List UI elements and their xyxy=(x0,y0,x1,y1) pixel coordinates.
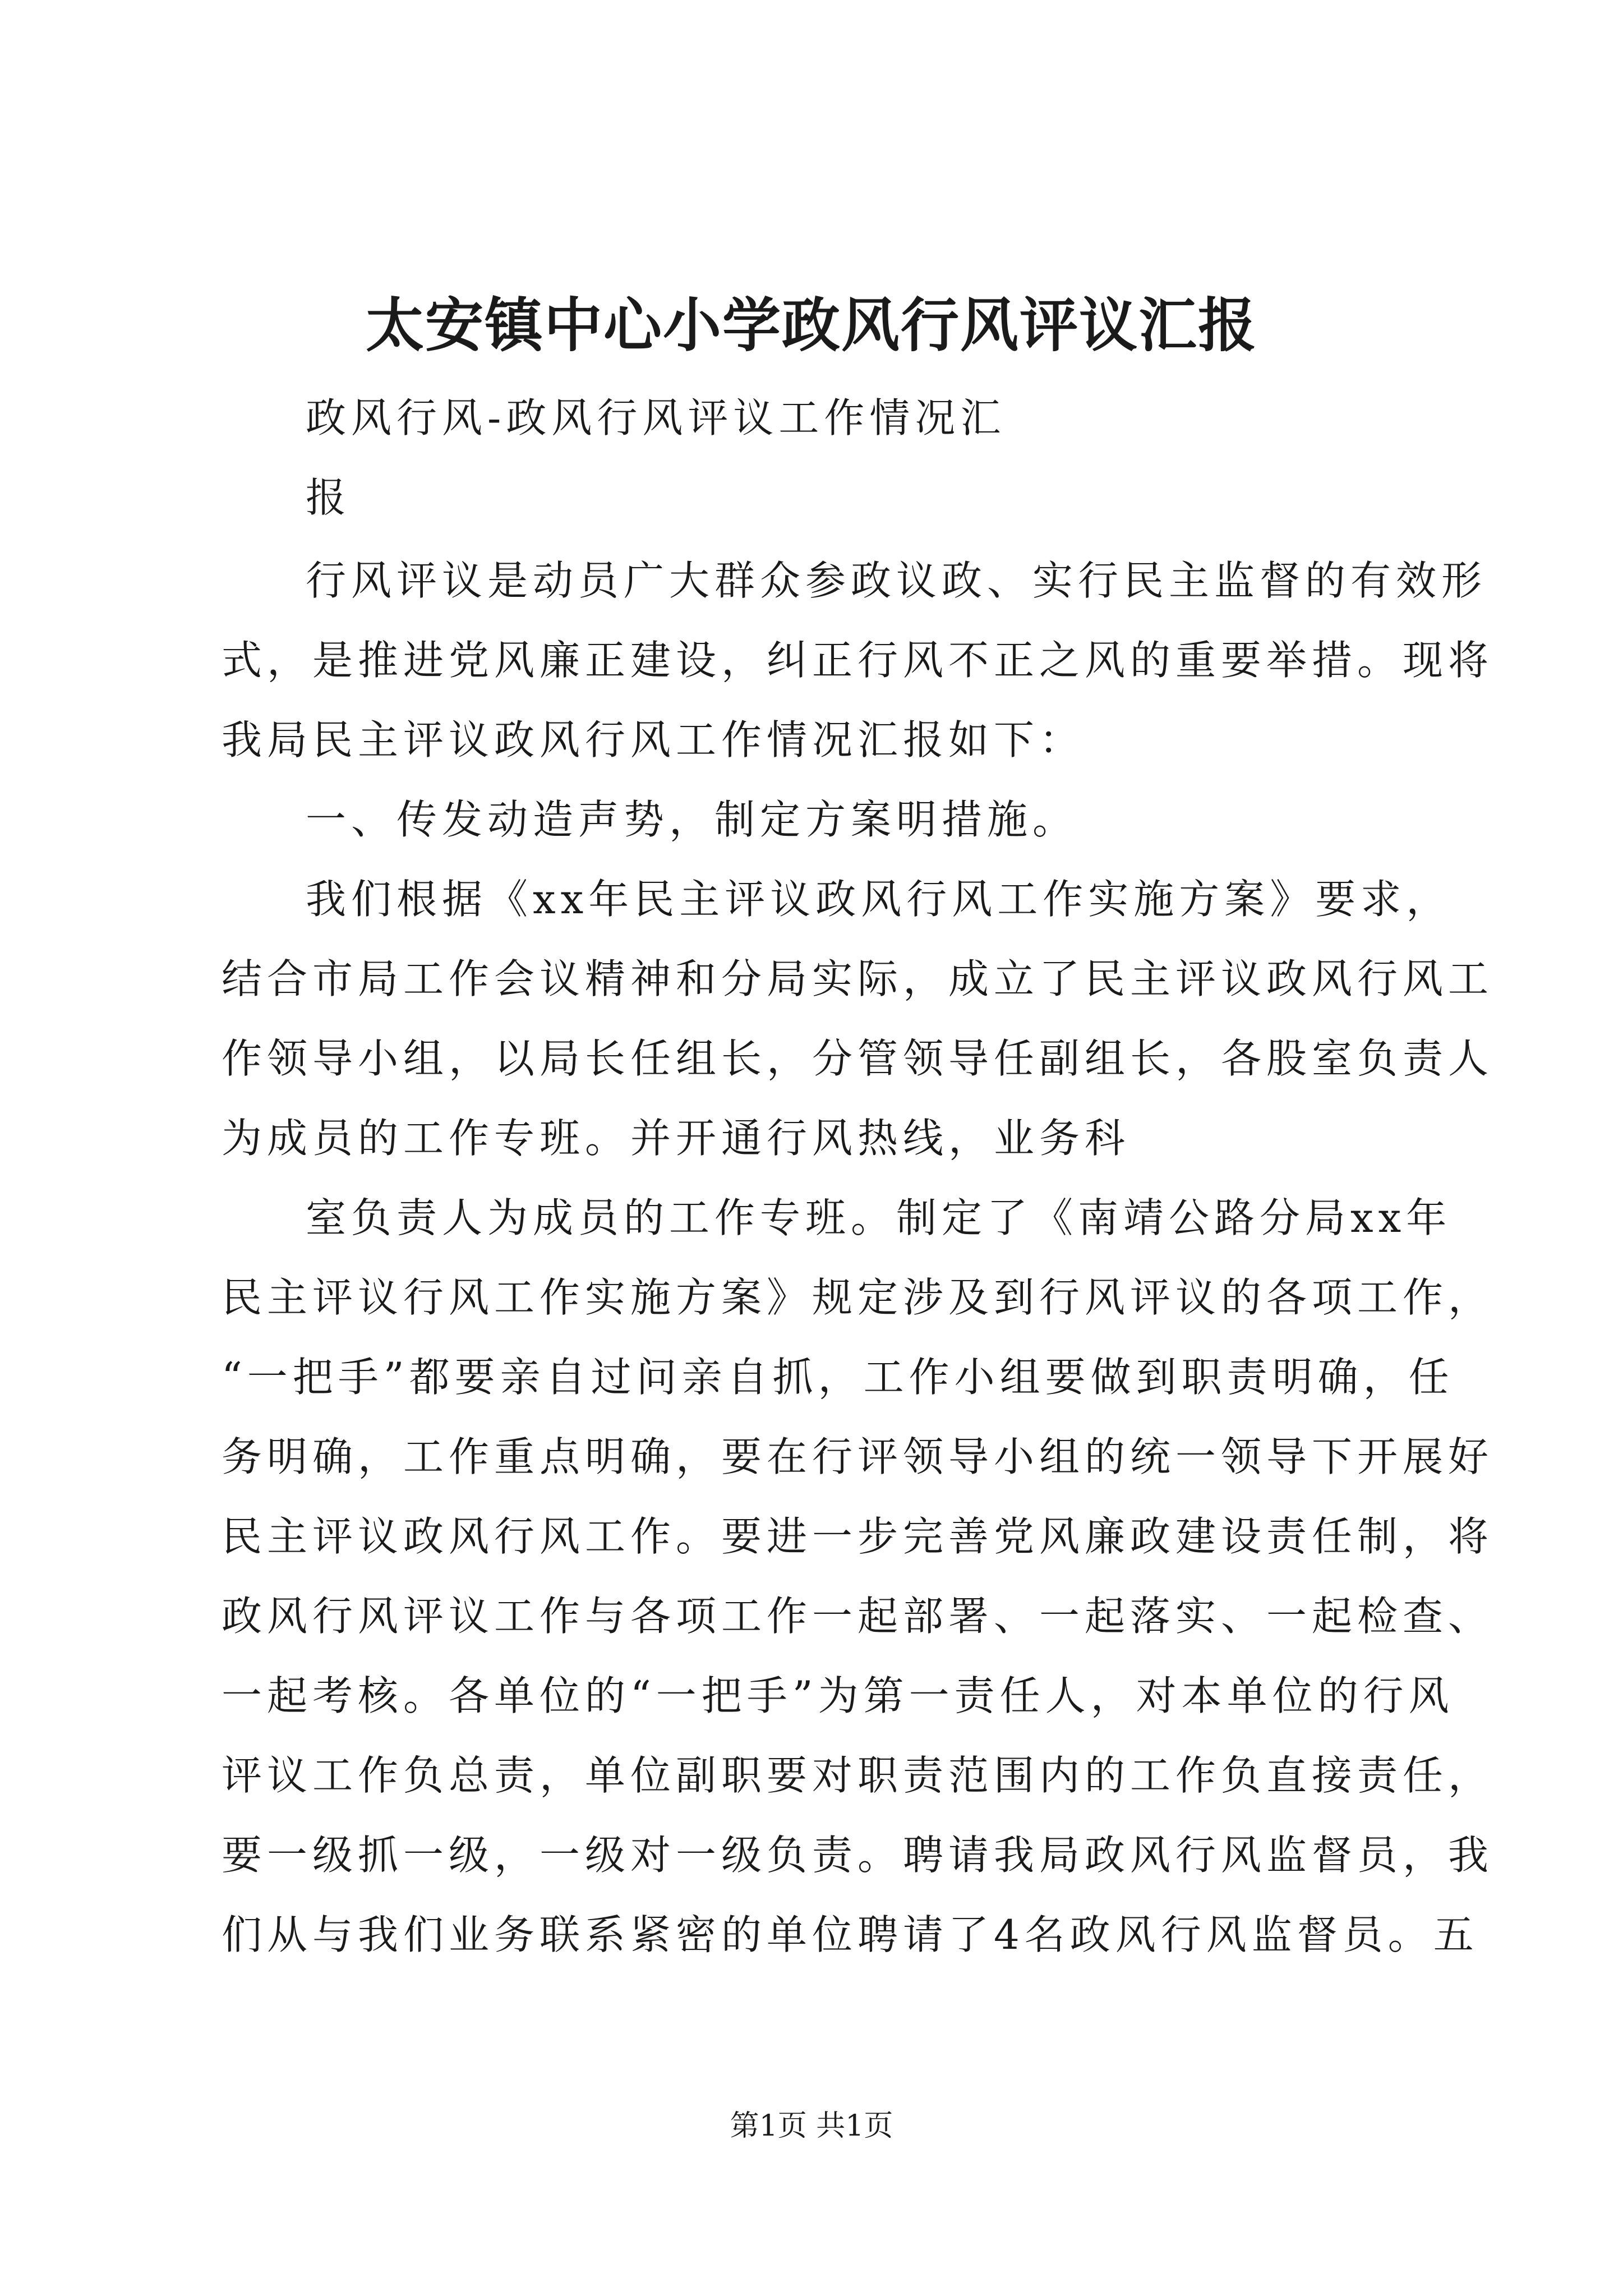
paragraph-line: “一把手”都要亲自过问亲自抓，工作小组要做到职责明确，任 xyxy=(222,1354,1454,1401)
paragraph-line: 民主评议行风工作实施方案》规定涉及到行风评议的各项工作， xyxy=(222,1274,1494,1321)
paragraph-line: 评议工作负总责，单位副职要对职责范围内的工作负直接责任， xyxy=(222,1752,1494,1799)
paragraph-line: 室负责人为成员的工作专班。制定了《南靖公路分局xx年 xyxy=(306,1194,1452,1241)
paragraph-line: 行风评议是动员广大群众参政议政、实行民主监督的有效形 xyxy=(306,557,1487,604)
paragraph-line: 为成员的工作专班。并开通行风热线，业务科 xyxy=(222,1115,1131,1162)
paragraph-line: 式，是推进党风廉正建设，纠正行风不正之风的重要举措。现将 xyxy=(222,637,1494,684)
paragraph-line: 作领导小组，以局长任组长，分管领导任副组长，各股室负责人 xyxy=(222,1035,1494,1082)
paragraph-line: 务明确，工作重点明确，要在行评领导小组的统一领导下开展好 xyxy=(222,1433,1494,1480)
paragraph-line: 结合市局工作会议精神和分局实际，成立了民主评议政风行风工 xyxy=(222,955,1494,1002)
subtitle-line-2: 报 xyxy=(306,474,352,521)
paragraph-line: 我们根据《xx年民主评议政风行风工作实施方案》要求， xyxy=(306,876,1452,923)
paragraph-line: 要一级抓一级，一级对一级负责。聘请我局政风行风监督员，我 xyxy=(222,1832,1494,1879)
section-heading: 一、传发动造声势，制定方案明措施。 xyxy=(306,796,1078,843)
subtitle-line-1: 政风行风-政风行风评议工作情况汇 xyxy=(306,394,1006,441)
paragraph-line: 们从与我们业务联系紧密的单位聘请了4名政风行风监督员。五 xyxy=(222,1911,1479,1958)
document-title: 太安镇中心小学政风行风评议汇报 xyxy=(365,291,1257,360)
paragraph-line: 政风行风评议工作与各项工作一起部署、一起落实、一起检查、 xyxy=(222,1593,1494,1640)
paragraph-line: 民主评议政风行风工作。要进一步完善党风廉政建设责任制，将 xyxy=(222,1513,1494,1560)
paragraph-line: 一起考核。各单位的“一把手”为第一责任人，对本单位的行风 xyxy=(222,1672,1454,1719)
page-number-footer: 第1页 共1页 xyxy=(730,2109,893,2143)
paragraph-line: 我局民主评议政风行风工作情况汇报如下： xyxy=(222,716,1085,763)
